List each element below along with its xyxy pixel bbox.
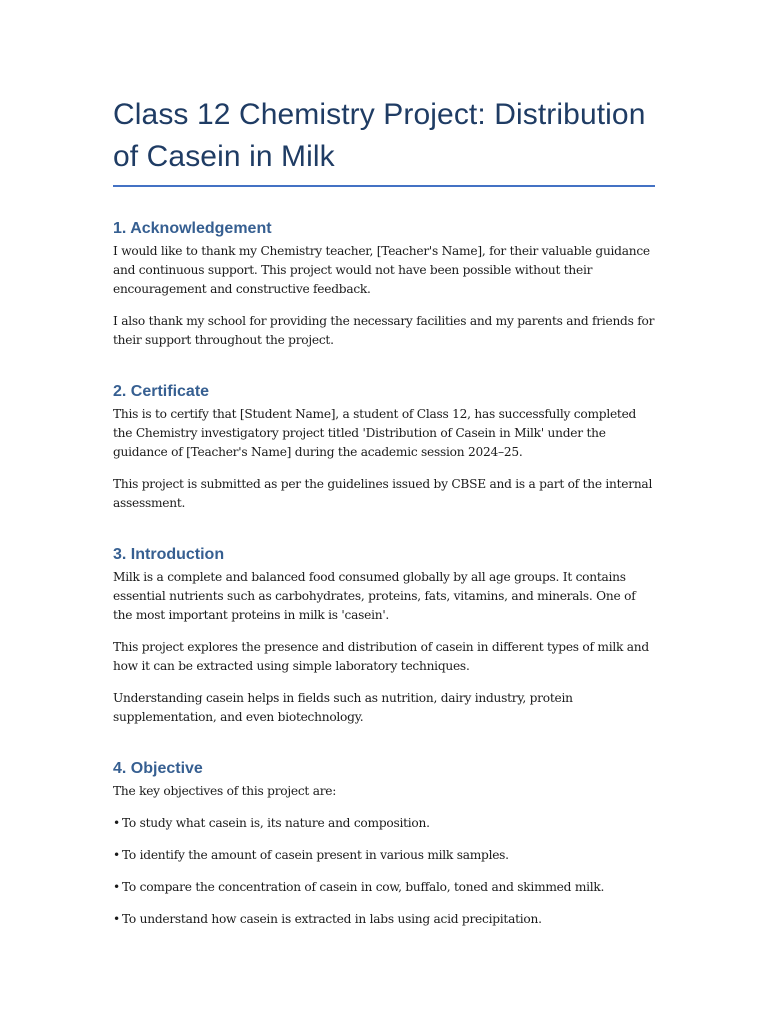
- bullet-icon: •: [113, 880, 120, 894]
- section-acknowledgement: [113, 219, 655, 350]
- paragraph: I also thank my school for providing the necessary facilities and my parents and friends for their support throughout the project.: [113, 314, 655, 347]
- section-heading: 3. Introduction: [113, 546, 225, 563]
- paragraph: I would like to thank my Chemistry teacher, [Teacher's Name], for their valuable guidance and continuous support. This project would not have been possible without their encouragement and constructive feedback.: [113, 244, 650, 296]
- paragraph: The key objectives of this project are:: [113, 784, 337, 798]
- section-heading: 1. Acknowledgement: [113, 220, 272, 237]
- paragraph: This is to certify that [Student Name], a student of Class 12, has successfully completed the Chemistry investigatory project titled 'Distribution of Casein in Milk' under the guidance of [Teacher's Name] during the academic session 2024–25.: [113, 407, 637, 459]
- bullet-icon: •: [113, 816, 120, 830]
- title-underline: [113, 185, 655, 187]
- section-heading: 2. Certificate: [113, 383, 210, 400]
- bullet-icon: •: [113, 912, 120, 926]
- paragraph: Milk is a complete and balanced food consumed globally by all age groups. It contains essential nutrients such as carbohydrates, proteins, fats, vitamins, and minerals. One of the most important proteins in milk is 'casein'.: [113, 570, 636, 622]
- bullet-item: [113, 878, 655, 897]
- document-page: [113, 94, 655, 929]
- section-introduction: [113, 545, 655, 727]
- bullet-item: [113, 910, 655, 929]
- section-objective: [113, 759, 655, 929]
- bullet-text: To compare the concentration of casein in cow, buffalo, toned and skimmed milk.: [122, 880, 605, 894]
- paragraph: Understanding casein helps in fields such as nutrition, dairy industry, protein supplementation, and even biotechnology.: [113, 691, 573, 724]
- bullet-item: [113, 846, 655, 865]
- paragraph: This project explores the presence and distribution of casein in different types of milk and how it can be extracted using simple laboratory techniques.: [113, 640, 649, 673]
- bullet-icon: •: [113, 848, 120, 862]
- bullet-text: To study what casein is, its nature and composition.: [122, 816, 430, 830]
- bullet-text: To identify the amount of casein present in various milk samples.: [122, 848, 509, 862]
- section-heading: 4. Objective: [113, 760, 203, 777]
- bullet-item: [113, 814, 655, 833]
- page-title: Class 12 Chemistry Project: Distribution of Casein in Milk: [113, 98, 646, 173]
- section-certificate: [113, 382, 655, 513]
- paragraph: This project is submitted as per the guidelines issued by CBSE and is a part of the internal assessment.: [113, 477, 653, 510]
- bullet-text: To understand how casein is extracted in labs using acid precipitation.: [122, 912, 542, 926]
